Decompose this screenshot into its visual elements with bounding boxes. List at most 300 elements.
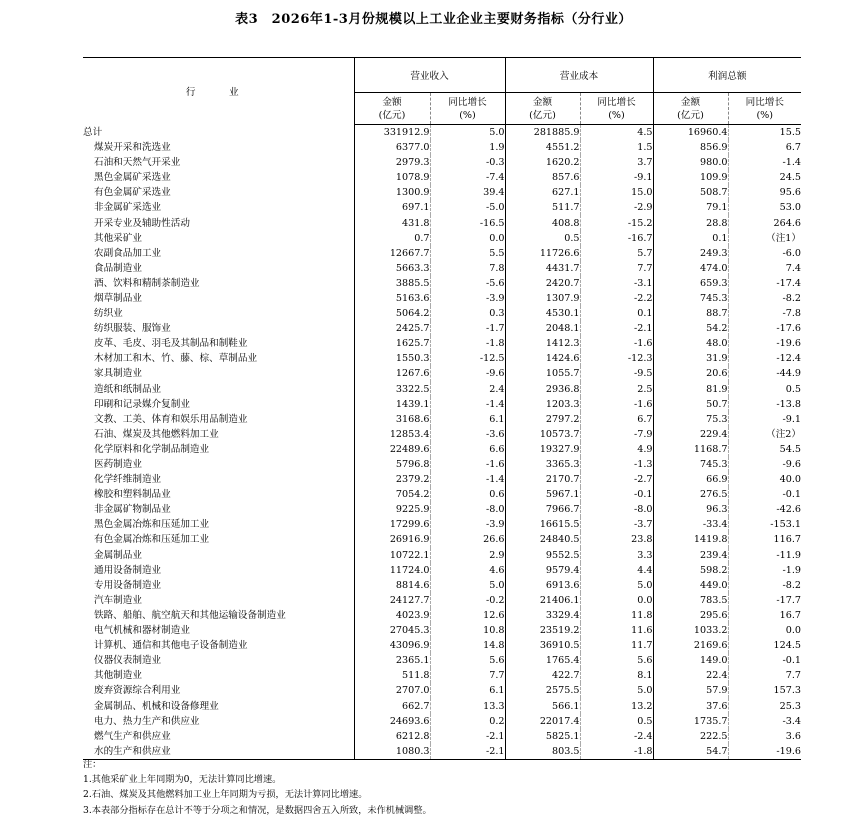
industry-name-cell: 电气机械和器材制造业	[94, 625, 190, 637]
cost-amount-cell: 1412.3	[505, 336, 580, 351]
industry-name-cell: 化学纤维制造业	[94, 474, 162, 486]
industry-name-cell: 有色金属冶炼和压延加工业	[94, 534, 210, 546]
table-row	[83, 653, 801, 668]
cost-amount-cell: 9579.4	[505, 563, 580, 578]
industry-name-cell: 仪器仪表制造业	[94, 655, 162, 667]
profit-amount-cell: 783.5	[653, 593, 728, 608]
profit-growth-cell: -19.6	[728, 336, 801, 351]
revenue-amount-cell: 17299.6	[354, 517, 430, 532]
profit-amount-cell: 508.7	[653, 185, 728, 200]
profit-growth-cell: 7.4	[728, 261, 801, 276]
table-row	[83, 336, 801, 351]
revenue-growth-cell: 2.4	[430, 382, 505, 397]
profit-amount-cell: 2169.6	[653, 638, 728, 653]
cost-amount-cell: 1620.2	[505, 155, 580, 170]
profit-growth-cell: 264.6	[728, 215, 801, 230]
amount-header: 金额 (亿元)	[354, 93, 430, 125]
table-row	[83, 487, 801, 502]
industry-name-cell: 石油、煤炭及其他燃料加工业	[94, 428, 219, 440]
profit-growth-cell: -7.8	[728, 306, 801, 321]
industry-name-cell: 木材加工和木、竹、藤、棕、草制品业	[94, 353, 258, 365]
table-row	[83, 563, 801, 578]
revenue-growth-cell: 12.6	[430, 608, 505, 623]
cost-growth-cell: -9.1	[580, 170, 653, 185]
table-row	[83, 638, 801, 653]
industry-name-cell: 石油和天然气开采业	[94, 157, 181, 169]
profit-growth-cell: -8.2	[728, 578, 801, 593]
cost-amount-cell: 0.5	[505, 231, 580, 246]
revenue-amount-cell: 24693.6	[354, 714, 430, 729]
profit-amount-cell: 20.6	[653, 366, 728, 381]
table-row	[83, 261, 801, 276]
revenue-growth-cell: 5.5	[430, 246, 505, 261]
industry-name-cell: 黑色金属冶炼和压延加工业	[94, 519, 210, 531]
revenue-growth-cell: -7.4	[430, 170, 505, 185]
revenue-growth-cell: -1.4	[430, 472, 505, 487]
cost-growth-cell: -1.3	[580, 457, 653, 472]
profit-growth-cell: -13.8	[728, 397, 801, 412]
revenue-growth-cell: -3.6	[430, 427, 505, 442]
profit-growth-cell: （注2）	[728, 427, 801, 442]
revenue-growth-cell: -12.5	[430, 351, 505, 366]
cost-amount-cell: 857.6	[505, 170, 580, 185]
industry-name-cell: 通用设备制造业	[94, 564, 162, 576]
table-row	[83, 351, 801, 366]
cost-growth-cell: 23.8	[580, 532, 653, 547]
industry-name-cell: 医药制造业	[94, 459, 142, 471]
profit-growth-cell: 7.7	[728, 668, 801, 683]
cost-amount-cell: 2936.8	[505, 382, 580, 397]
industry-name-cell: 开采专业及辅助性活动	[94, 217, 190, 229]
revenue-amount-cell: 27045.3	[354, 623, 430, 638]
profit-amount-cell: 745.3	[653, 457, 728, 472]
profit-amount-cell: 745.3	[653, 291, 728, 306]
profit-amount-cell: 980.0	[653, 155, 728, 170]
cost-growth-cell: -3.1	[580, 276, 653, 291]
table-row	[83, 276, 801, 291]
profit-amount-cell: 79.1	[653, 200, 728, 215]
cost-growth-cell: 3.3	[580, 548, 653, 563]
cost-growth-cell: -7.9	[580, 427, 653, 442]
cost-amount-cell: 2048.1	[505, 321, 580, 336]
revenue-amount-cell: 662.7	[354, 698, 430, 713]
industry-name-cell: 有色金属矿采选业	[94, 187, 171, 199]
profit-growth-cell: -8.2	[728, 291, 801, 306]
industry-name-cell: 烟草制品业	[94, 292, 142, 304]
profit-amount-cell: 659.3	[653, 276, 728, 291]
industry-name-cell: 非金属矿物制品业	[94, 504, 171, 516]
revenue-growth-cell: 0.2	[430, 714, 505, 729]
profit-amount-cell: 149.0	[653, 653, 728, 668]
revenue-amount-cell: 2979.3	[354, 155, 430, 170]
table-row	[83, 397, 801, 412]
revenue-growth-cell: -1.4	[430, 397, 505, 412]
cost-amount-cell: 4530.1	[505, 306, 580, 321]
profit-amount-cell: 28.8	[653, 215, 728, 230]
industry-name-cell: 电力、热力生产和供应业	[94, 715, 200, 727]
revenue-growth-cell: -1.6	[430, 457, 505, 472]
cost-growth-cell: 15.0	[580, 185, 653, 200]
cost-growth-cell: 8.1	[580, 668, 653, 683]
table-row	[83, 472, 801, 487]
industry-name-cell: 橡胶和塑料制品业	[94, 489, 171, 501]
cost-growth-cell: 0.0	[580, 593, 653, 608]
revenue-growth-cell: -1.7	[430, 321, 505, 336]
revenue-amount-cell: 697.1	[354, 200, 430, 215]
table-row	[83, 200, 801, 215]
profit-amount-cell: 856.9	[653, 140, 728, 155]
profit-amount-cell: 31.9	[653, 351, 728, 366]
profit-amount-cell: 48.0	[653, 336, 728, 351]
profit-growth-cell: -0.1	[728, 653, 801, 668]
revenue-growth-cell: -5.6	[430, 276, 505, 291]
profit-amount-cell: 22.4	[653, 668, 728, 683]
profit-amount-cell: -33.4	[653, 517, 728, 532]
cost-amount-cell: 1307.9	[505, 291, 580, 306]
revenue-amount-cell: 8814.6	[354, 578, 430, 593]
revenue-amount-cell: 331912.9	[354, 125, 430, 141]
table-row	[83, 246, 801, 261]
table-row	[83, 231, 801, 246]
profit-amount-cell: 222.5	[653, 729, 728, 744]
amount-header: 金额 (亿元)	[653, 93, 728, 125]
profit-amount-cell: 37.6	[653, 698, 728, 713]
revenue-growth-cell: 0.6	[430, 487, 505, 502]
footnote: 3.本表部分指标存在总计不等于分项之和情况，是数据四舍五入所致，未作机械调整。	[83, 804, 432, 816]
profit-growth-cell: 0.5	[728, 382, 801, 397]
revenue-amount-cell: 12853.4	[354, 427, 430, 442]
table-row	[83, 321, 801, 336]
profit-growth-cell: -0.1	[728, 487, 801, 502]
revenue-growth-cell: 6.1	[430, 683, 505, 698]
profit-growth-cell: 3.6	[728, 729, 801, 744]
industry-name-cell: 金属制品、机械和设备修理业	[94, 700, 219, 712]
cost-growth-cell: -1.6	[580, 336, 653, 351]
cost-growth-cell: -2.2	[580, 291, 653, 306]
table-row	[83, 578, 801, 593]
revenue-growth-cell: -3.9	[430, 291, 505, 306]
revenue-growth-cell: 1.9	[430, 140, 505, 155]
growth-header: 同比增长 (%)	[728, 93, 801, 125]
cost-amount-cell: 36910.5	[505, 638, 580, 653]
cost-amount-cell: 1055.7	[505, 366, 580, 381]
cost-growth-cell: 0.1	[580, 306, 653, 321]
industry-name-cell: 皮革、毛皮、羽毛及其制品和制鞋业	[94, 338, 248, 350]
revenue-growth-cell: -0.2	[430, 593, 505, 608]
revenue-growth-cell: 26.6	[430, 532, 505, 547]
profit-growth-cell: -3.4	[728, 714, 801, 729]
profit-amount-cell: 50.7	[653, 397, 728, 412]
cost-growth-cell: 7.7	[580, 261, 653, 276]
table-row	[83, 608, 801, 623]
cost-amount-cell: 6913.6	[505, 578, 580, 593]
cost-amount-cell: 803.5	[505, 744, 580, 760]
cost-amount-cell: 7966.7	[505, 502, 580, 517]
profit-amount-cell: 0.1	[653, 231, 728, 246]
industry-name-cell: 专用设备制造业	[94, 579, 162, 591]
cost-amount-cell: 408.8	[505, 215, 580, 230]
cost-growth-cell: 11.8	[580, 608, 653, 623]
profit-amount-cell: 81.9	[653, 382, 728, 397]
cost-growth-cell: 0.5	[580, 714, 653, 729]
table-row	[83, 593, 801, 608]
cost-amount-cell: 1765.4	[505, 653, 580, 668]
profit-growth-cell: -19.6	[728, 744, 801, 760]
industry-name-cell: 总计	[83, 126, 103, 138]
cost-amount-cell: 21406.1	[505, 593, 580, 608]
cost-growth-cell: 5.0	[580, 578, 653, 593]
profit-growth-cell: 24.5	[728, 170, 801, 185]
profit-growth-cell: -17.6	[728, 321, 801, 336]
cost-growth-cell: 3.7	[580, 155, 653, 170]
revenue-amount-cell: 3322.5	[354, 382, 430, 397]
revenue-amount-cell: 511.8	[354, 668, 430, 683]
profit-growth-cell: 54.5	[728, 442, 801, 457]
revenue-amount-cell: 2379.2	[354, 472, 430, 487]
revenue-amount-cell: 7054.2	[354, 487, 430, 502]
cost-growth-cell: -8.0	[580, 502, 653, 517]
revenue-amount-cell: 10722.1	[354, 548, 430, 563]
revenue-growth-cell: -0.3	[430, 155, 505, 170]
cost-amount-cell: 566.1	[505, 698, 580, 713]
profit-amount-cell: 54.7	[653, 744, 728, 760]
industry-name-cell: 酒、饮料和精制茶制造业	[94, 277, 200, 289]
profit-growth-cell: 40.0	[728, 472, 801, 487]
industry-name-cell: 黑色金属矿采选业	[94, 172, 171, 184]
revenue-amount-cell: 6377.0	[354, 140, 430, 155]
table-row	[83, 170, 801, 185]
profit-amount-cell: 229.4	[653, 427, 728, 442]
table-row	[83, 306, 801, 321]
profit-growth-cell: -6.0	[728, 246, 801, 261]
profit-growth-cell: -12.4	[728, 351, 801, 366]
profit-growth-cell: -1.9	[728, 563, 801, 578]
profit-growth-cell: （注1）	[728, 231, 801, 246]
cost-amount-cell: 5967.1	[505, 487, 580, 502]
revenue-growth-cell: 6.1	[430, 412, 505, 427]
revenue-growth-cell: 5.0	[430, 125, 505, 141]
cost-amount-cell: 3365.3	[505, 457, 580, 472]
revenue-growth-cell: 7.7	[430, 668, 505, 683]
cost-amount-cell: 2170.7	[505, 472, 580, 487]
table-row	[83, 125, 801, 141]
profit-growth-cell: 16.7	[728, 608, 801, 623]
cost-group-header: 营业成本	[505, 58, 653, 93]
profit-group-header: 利润总额	[653, 58, 801, 93]
cost-growth-cell: -15.2	[580, 215, 653, 230]
profit-amount-cell: 96.3	[653, 502, 728, 517]
cost-growth-cell: 4.9	[580, 442, 653, 457]
cost-amount-cell: 3329.4	[505, 608, 580, 623]
revenue-group-header: 营业收入	[354, 58, 505, 93]
revenue-growth-cell: -2.1	[430, 744, 505, 760]
profit-amount-cell: 598.2	[653, 563, 728, 578]
cost-growth-cell: -2.1	[580, 321, 653, 336]
profit-growth-cell: 15.5	[728, 125, 801, 141]
revenue-amount-cell: 4023.9	[354, 608, 430, 623]
cost-amount-cell: 4431.7	[505, 261, 580, 276]
revenue-amount-cell: 0.7	[354, 231, 430, 246]
revenue-amount-cell: 26916.9	[354, 532, 430, 547]
cost-amount-cell: 1203.3	[505, 397, 580, 412]
revenue-growth-cell: 7.8	[430, 261, 505, 276]
revenue-growth-cell: 14.8	[430, 638, 505, 653]
industry-name-cell: 文教、工美、体育和娱乐用品制造业	[94, 413, 248, 425]
revenue-growth-cell: -2.1	[430, 729, 505, 744]
industry-header: 行 业	[83, 58, 354, 125]
revenue-amount-cell: 43096.9	[354, 638, 430, 653]
profit-amount-cell: 66.9	[653, 472, 728, 487]
cost-amount-cell: 16615.5	[505, 517, 580, 532]
revenue-growth-cell: 10.8	[430, 623, 505, 638]
table-row	[83, 668, 801, 683]
industry-name-cell: 印刷和记录媒介复制业	[94, 398, 190, 410]
revenue-amount-cell: 6212.8	[354, 729, 430, 744]
profit-amount-cell: 249.3	[653, 246, 728, 261]
industry-name-cell: 煤炭开采和洗选业	[94, 142, 171, 154]
cost-growth-cell: -2.7	[580, 472, 653, 487]
cost-amount-cell: 2420.7	[505, 276, 580, 291]
industry-name-cell: 其他采矿业	[94, 232, 142, 244]
cost-amount-cell: 422.7	[505, 668, 580, 683]
revenue-amount-cell: 2365.1	[354, 653, 430, 668]
cost-growth-cell: -12.3	[580, 351, 653, 366]
cost-amount-cell: 22017.4	[505, 714, 580, 729]
revenue-growth-cell: 39.4	[430, 185, 505, 200]
revenue-amount-cell: 1267.6	[354, 366, 430, 381]
industry-name-cell: 汽车制造业	[94, 594, 142, 606]
table-row	[83, 683, 801, 698]
revenue-growth-cell: -9.6	[430, 366, 505, 381]
cost-growth-cell: 11.6	[580, 623, 653, 638]
table-row	[83, 457, 801, 472]
revenue-growth-cell: -16.5	[430, 215, 505, 230]
profit-amount-cell: 295.6	[653, 608, 728, 623]
revenue-amount-cell: 5064.2	[354, 306, 430, 321]
profit-growth-cell: -153.1	[728, 517, 801, 532]
profit-growth-cell: 25.3	[728, 698, 801, 713]
cost-amount-cell: 10573.7	[505, 427, 580, 442]
profit-amount-cell: 1168.7	[653, 442, 728, 457]
cost-amount-cell: 24840.5	[505, 532, 580, 547]
profit-amount-cell: 239.4	[653, 548, 728, 563]
table-row	[83, 442, 801, 457]
revenue-amount-cell: 22489.6	[354, 442, 430, 457]
table-row	[83, 291, 801, 306]
cost-growth-cell: -0.1	[580, 487, 653, 502]
profit-amount-cell: 474.0	[653, 261, 728, 276]
revenue-amount-cell: 1080.3	[354, 744, 430, 760]
revenue-amount-cell: 5796.8	[354, 457, 430, 472]
profit-amount-cell: 276.5	[653, 487, 728, 502]
cost-amount-cell: 23519.2	[505, 623, 580, 638]
cost-growth-cell: -1.8	[580, 744, 653, 760]
cost-growth-cell: -2.4	[580, 729, 653, 744]
revenue-growth-cell: 6.6	[430, 442, 505, 457]
cost-amount-cell: 2575.5	[505, 683, 580, 698]
revenue-amount-cell: 11724.0	[354, 563, 430, 578]
industry-name-cell: 计算机、通信和其他电子设备制造业	[94, 640, 248, 652]
revenue-amount-cell: 5163.6	[354, 291, 430, 306]
table-row	[83, 532, 801, 547]
revenue-growth-cell: 5.0	[430, 578, 505, 593]
revenue-amount-cell: 1300.9	[354, 185, 430, 200]
growth-header: 同比增长 (%)	[580, 93, 653, 125]
profit-amount-cell: 57.9	[653, 683, 728, 698]
table-row	[83, 517, 801, 532]
table-body	[83, 125, 801, 760]
growth-header: 同比增长 (%)	[430, 93, 505, 125]
cost-amount-cell: 11726.6	[505, 246, 580, 261]
revenue-amount-cell: 5663.3	[354, 261, 430, 276]
industry-name-cell: 纺织服装、服饰业	[94, 323, 171, 335]
profit-amount-cell: 88.7	[653, 306, 728, 321]
revenue-amount-cell: 1625.7	[354, 336, 430, 351]
amount-header: 金额 (亿元)	[505, 93, 580, 125]
revenue-amount-cell: 9225.9	[354, 502, 430, 517]
cost-growth-cell: -2.9	[580, 200, 653, 215]
cost-growth-cell: -9.5	[580, 366, 653, 381]
revenue-amount-cell: 2425.7	[354, 321, 430, 336]
industry-name-cell: 燃气生产和供应业	[94, 730, 171, 742]
profit-growth-cell: 6.7	[728, 140, 801, 155]
cost-growth-cell: 13.2	[580, 698, 653, 713]
cost-growth-cell: 4.5	[580, 125, 653, 141]
cost-amount-cell: 627.1	[505, 185, 580, 200]
profit-growth-cell: -44.9	[728, 366, 801, 381]
industry-name-cell: 铁路、船舶、航空航天和其他运输设备制造业	[94, 609, 286, 621]
profit-amount-cell: 449.0	[653, 578, 728, 593]
cost-growth-cell: 6.7	[580, 412, 653, 427]
industry-name-cell: 金属制品业	[94, 549, 142, 561]
revenue-amount-cell: 2707.0	[354, 683, 430, 698]
cost-amount-cell: 2797.2	[505, 412, 580, 427]
industry-name-cell: 食品制造业	[94, 262, 142, 274]
cost-growth-cell: 5.0	[580, 683, 653, 698]
revenue-growth-cell: -1.8	[430, 336, 505, 351]
cost-growth-cell: -3.7	[580, 517, 653, 532]
cost-amount-cell: 4551.2	[505, 140, 580, 155]
cost-growth-cell: 4.4	[580, 563, 653, 578]
cost-growth-cell: -1.6	[580, 397, 653, 412]
table-row	[83, 714, 801, 729]
table-row	[83, 729, 801, 744]
profit-growth-cell: -17.4	[728, 276, 801, 291]
table-row	[83, 698, 801, 713]
profit-amount-cell: 1419.8	[653, 532, 728, 547]
industry-name-cell: 农副食品加工业	[94, 247, 162, 259]
table-row	[83, 548, 801, 563]
profit-growth-cell: 157.3	[728, 683, 801, 698]
profit-growth-cell: 116.7	[728, 532, 801, 547]
table-row	[83, 366, 801, 381]
table-row	[83, 215, 801, 230]
footnote: 1.其他采矿业上年同期为0，无法计算同比增速。	[83, 774, 282, 786]
cost-amount-cell: 19327.9	[505, 442, 580, 457]
cost-growth-cell: -16.7	[580, 231, 653, 246]
industry-name-cell: 废弃资源综合利用业	[94, 685, 181, 697]
table-row	[83, 502, 801, 517]
industry-name-cell: 家具制造业	[94, 368, 142, 380]
table-row	[83, 623, 801, 638]
industry-name-cell: 非金属矿采选业	[94, 202, 162, 214]
revenue-growth-cell: -8.0	[430, 502, 505, 517]
profit-growth-cell: -17.7	[728, 593, 801, 608]
profit-amount-cell: 109.9	[653, 170, 728, 185]
industry-name-cell: 其他制造业	[94, 670, 142, 682]
revenue-growth-cell: 0.0	[430, 231, 505, 246]
industry-name-cell: 纺织业	[94, 308, 123, 320]
